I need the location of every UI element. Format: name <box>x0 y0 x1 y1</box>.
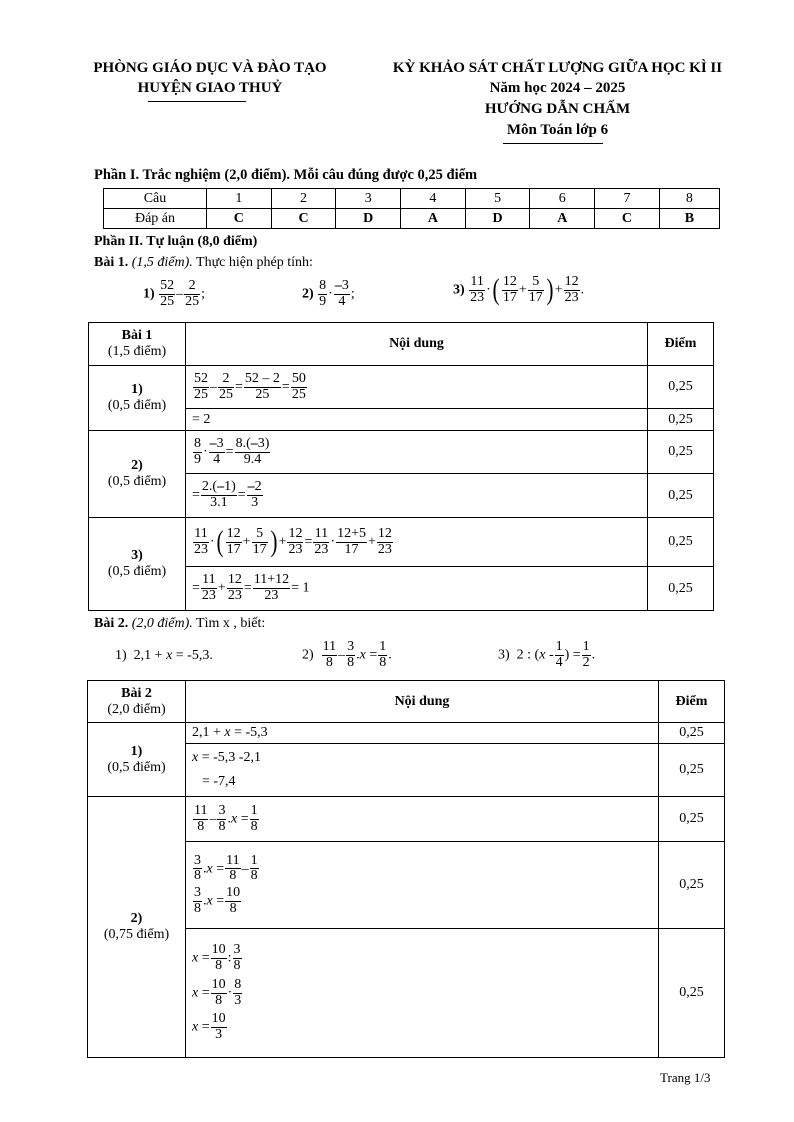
bai1-head-content: Nội dung <box>186 323 648 366</box>
question-number: 7 <box>595 189 660 209</box>
bai2-problem-2: 2) $\frac{11}{8}$ – $\frac{3}{8}$ .x = $\frac{1}{8}$ . <box>302 639 392 670</box>
district-name: HUYỆN GIAO THUỶ <box>137 80 283 96</box>
bai1-head-name <box>89 323 186 366</box>
department-name: PHÒNG GIÁO DỤC VÀ ĐÀO TẠO <box>93 60 327 76</box>
question-row <box>104 189 720 209</box>
bai2-step: x = $\frac{10}{8}$ : $\frac{3}{8}$ x = $\frac{10}{8}$ · $\frac{8}{3}$ x = $\frac{10}{3}$ <box>186 929 659 1058</box>
bai2-step: $\frac{3}{8}$ .x = $\frac{11}{8}$ – $\frac{1}{8}$ $\frac{3}{8}$ .x = $\frac{10}{8}$ <box>186 842 659 929</box>
answer-row <box>104 209 720 229</box>
bai2-points: (2,0 điểm). <box>131 616 193 631</box>
answer-label: Đáp án <box>104 209 207 229</box>
subject-underline <box>503 143 603 144</box>
question-label: Câu <box>104 189 207 209</box>
question-number: 8 <box>659 189 719 209</box>
bai2-part1-label <box>88 723 186 797</box>
bai2-problem-1: 1) 2,1 + x = -5,3. <box>115 648 213 663</box>
step-score: 0,25 <box>648 474 714 518</box>
answer: C <box>271 209 336 229</box>
bai1-heading <box>94 255 313 271</box>
bai2-head-title: Bài 2 <box>121 685 152 701</box>
bai1-part1-label <box>89 366 186 431</box>
answer: A <box>401 209 466 229</box>
bai2-heading <box>94 616 265 632</box>
step-score: 0,25 <box>659 842 725 929</box>
exam-title: KỲ KHẢO SÁT CHẤT LƯỢNG GIỮA HỌC KÌ II <box>392 60 723 76</box>
bai2-head-score <box>659 681 725 723</box>
bai2-head-content: Nội dung <box>186 681 659 723</box>
part-points: (0,5 điểm) <box>107 759 166 775</box>
part-points: (0,5 điểm) <box>107 474 167 489</box>
bai2-head-points: (2,0 điểm) <box>107 701 166 717</box>
step-score: 0,25 <box>659 723 725 744</box>
subject: Môn Toán lớp 6 <box>506 122 609 138</box>
step-score: 0,25 <box>659 744 725 797</box>
bai1-step: $\frac{8}{9}$ · $\frac{-3}{4}$ = $\frac{8.(-3)}{9.4}$ <box>186 431 648 474</box>
part-label: 2) <box>131 458 143 473</box>
bai1-head-title: Bài 1 <box>121 328 153 343</box>
bai1-problem-3: 3) $\frac{11}{23}$ ·( $\frac{12}{17}$ + $\frac{5}{17}$ ) + $\frac{12}{23}$ . <box>453 273 585 307</box>
step-score: 0,25 <box>648 518 714 567</box>
part1-title: Phần I. Trắc nghiệm (2,0 điểm). Mỗi câu đúng được 0,25 điểm <box>94 167 478 183</box>
question-number: 6 <box>530 189 595 209</box>
question-number: 3 <box>336 189 401 209</box>
step-score: 0,25 <box>648 567 714 611</box>
answer: D <box>336 209 401 229</box>
bai1-problem-1: 1) $\frac{52}{25}$ – $\frac{2}{25}$ ; <box>143 278 206 309</box>
bai1-part3-label <box>89 518 186 611</box>
bai1-step: $\frac{11}{23}$ ·( $\frac{12}{17}$ + $\frac{5}{17}$ ) + $\frac{12}{23}$ = $\frac{11}{23}$ · $\frac{12+5}{17}$ + $\frac{12}{23}$ <box>186 518 648 567</box>
bai1-step: $\frac{52}{25}$ – $\frac{2}{25}$ = $\frac{52 - 2}{25}$ = $\frac{50}{25}$ <box>186 366 648 409</box>
part-label: 3) <box>131 548 143 563</box>
bai1-step: = 2 <box>186 409 648 431</box>
step-score: 0,25 <box>659 929 725 1058</box>
bai1-head-points: (1,5 điểm) <box>107 344 167 359</box>
doc-type: HƯỚNG DẪN CHẤM <box>484 101 631 117</box>
part-points: (0,5 điểm) <box>107 398 167 413</box>
bai1-problem-2: 2) $\frac{8}{9}$ · $\frac{-3}{4}$ ; <box>302 278 355 309</box>
bai2-part2-label <box>88 797 186 1058</box>
part-points: (0,75 điểm) <box>103 927 170 942</box>
part-label: 2) <box>130 911 143 926</box>
bai1-part2-label <box>89 431 186 518</box>
bai1-title: Bài 1. <box>94 255 129 270</box>
step-score: 0,25 <box>648 409 714 431</box>
part-label: 1) <box>131 382 143 397</box>
step-score: 0,25 <box>659 797 725 842</box>
question-number: 1 <box>207 189 272 209</box>
step-score: 0,25 <box>648 366 714 409</box>
bai2-instruction: Tìm x , biết: <box>192 616 266 631</box>
question-number: 5 <box>465 189 530 209</box>
answer: D <box>465 209 530 229</box>
step-score: 0,25 <box>648 431 714 474</box>
bai1-points: (1,5 điểm). <box>131 255 193 270</box>
bai2-problem-3: 3) 2 : (x - $\frac{1}{4}$ ) = $\frac{1}{2}$ . <box>498 639 596 670</box>
bai1-head-score: Điểm <box>648 323 714 366</box>
answer-table <box>103 188 720 229</box>
school-year: Năm học 2024 – 2025 <box>489 80 626 96</box>
bai2-step: x = -5,3 -2,1 = -7,4 <box>186 744 659 797</box>
bai2-head-score-label: Điểm <box>675 693 708 709</box>
bai2-head-name <box>88 681 186 723</box>
header-underline <box>148 101 246 102</box>
bai1-instruction: Thực hiện phép tính: <box>192 255 313 270</box>
page-number: Trang 1/3 <box>660 1070 711 1085</box>
bai1-step: = $\frac{2.(-1)}{3.1}$ = $\frac{-2}{3}$ <box>186 474 648 518</box>
bai1-table <box>88 322 714 611</box>
question-number: 4 <box>401 189 466 209</box>
answer: C <box>595 209 660 229</box>
part-points: (0,5 điểm) <box>107 564 167 579</box>
question-number: 2 <box>271 189 336 209</box>
answer: A <box>530 209 595 229</box>
answer: C <box>207 209 272 229</box>
bai2-table <box>87 680 725 1058</box>
part2-title: Phần II. Tự luận (8,0 điểm) <box>94 234 258 249</box>
bai1-step: = $\frac{11}{23}$ + $\frac{12}{23}$ = $\frac{11+12}{23}$ = 1 <box>186 567 648 611</box>
bai2-title: Bài 2. <box>94 616 129 631</box>
part-label: 1) <box>130 743 143 759</box>
bai2-step: $\frac{11}{8}$ – $\frac{3}{8}$ .x = $\frac{1}{8}$ <box>186 797 659 842</box>
answer: B <box>659 209 719 229</box>
bai2-step: 2,1 + x = -5,3 <box>186 723 659 744</box>
